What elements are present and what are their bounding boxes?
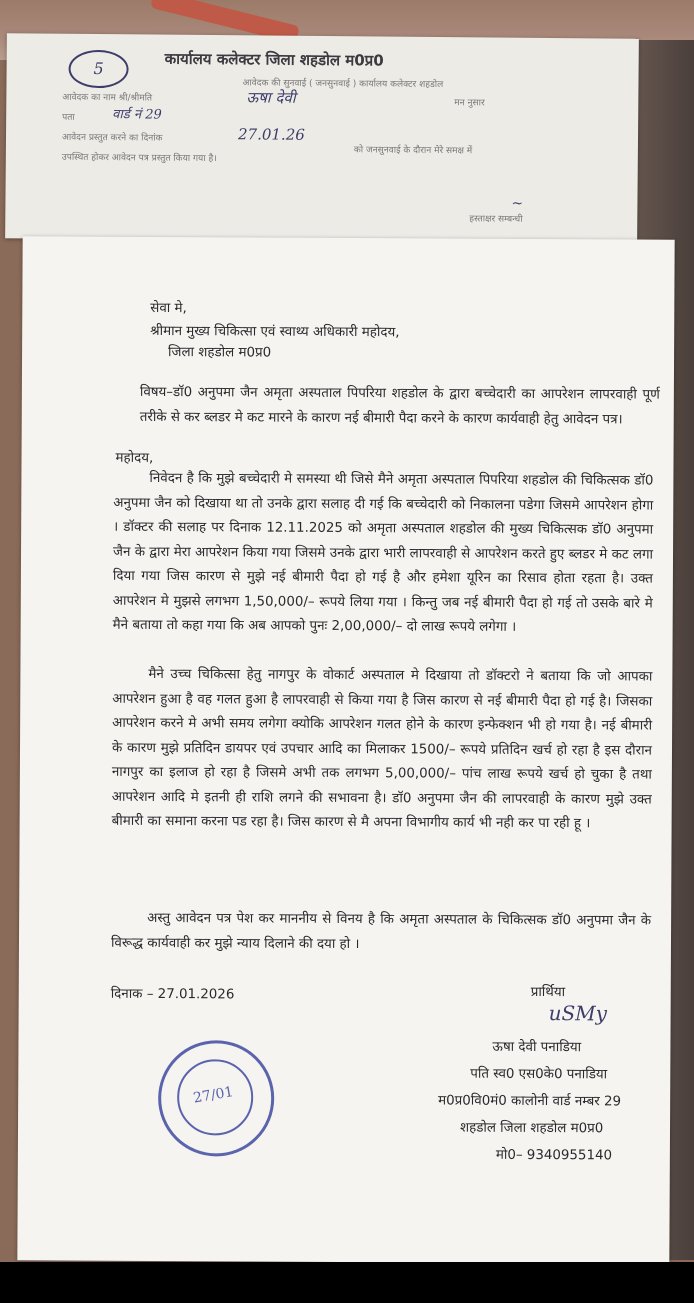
bottom-bar: [0, 1262, 694, 1303]
applicant-signature: uSMy: [548, 1001, 608, 1026]
to-line-3: जिला शहडोल म0प्र0: [168, 345, 272, 361]
stamp-date: 27/01: [192, 1084, 235, 1107]
applicant-name: ऊषा देवी: [246, 88, 296, 107]
applicant-label: आवेदक का नाम श्री/श्रीमति: [62, 92, 153, 104]
to-line-1: सेवा मे,: [150, 300, 187, 317]
sender-name: ऊषा देवी पनाडिया: [492, 1039, 582, 1056]
sender-husband: पति स्व0 एस0के0 पनाडिया: [470, 1066, 608, 1083]
hearing-label: आवेदक की सुनवाई ( जनसुनवाई ) कार्यालय कलेक्टर शहडोल: [242, 78, 444, 91]
date-line: दिनाक – 27.01.2026: [110, 986, 235, 1003]
present-line: उपस्थित होकर आवेदन पत्र प्रस्तुत किया गया है।: [61, 152, 217, 165]
sender-address-1: म0प्र0वि0मं0 कालोनी वार्ड नम्बर 29: [438, 1093, 622, 1110]
salutation: महोदय,: [115, 450, 154, 466]
date-label: आवेदन प्रस्तुत करने का दिनांक: [61, 132, 163, 144]
address-label: पता: [62, 112, 75, 123]
paragraph-3: अस्तु आवेदन पत्र पेश कर माननीय से विनय है कि अमृता अस्पताल के चिकित्सक डॉ0 अनुपमा जैन के विरूद्ध कार्यवाही कर मुझे न्याय दिलाने की दया हो ।: [110, 910, 652, 952]
paragraph-1: निवेदन है कि मुझे बच्चेदारी मे समस्या थी जिसे मैने अमृता अस्पताल पिपरिया शहडोल की चिकित्सक डॉ0 अनुपमा जैन को दिखाया था तो उनके द्वारा सलाह दी गई कि बच्चेदारी को निकालना पडेगा जिसमे आपरेशन होगा । डॉक्टर की सलाह पर दिनाक 12.11.2025 को अमृता अस्पताल शहडोल की मुख्य चिकित्सक डॉ0 अनुपमा जैन के द्वारा मेरा आपरेशन किया गया जिसमे उनके द्वारा भारी लापरवाही से आपरेशन करते हुए ब्लडर मे कट लगा दिया गया जिस कारण से मुझे नई बीमारी पैदा हो गई है और हमेशा यूरिन का रिसाव होता रहता है। उक्त आपरेशन मे मुझसे लगभग 1,50,000/– रूपये लिया गया । किन्तु जब नई बीमारी पैदा हो गई तो उसके बारे मे मैने बताया तो कहा गया कि अब आपको पुनः 2,00,000/– दो लाख रूपये लगेगा ।: [112, 470, 654, 635]
sender-mobile: मो0– 9340955140: [495, 1147, 613, 1164]
sender-address-2: शहडोल जिला शहडोल म0प्र0: [459, 1120, 604, 1137]
subject: विषय–डॉ0 अनुपमा जैन अमृता अस्पताल पिपरिया शहडोल के द्वारा बच्चेदारी का आपरेशन लापरवाही पूर्ण तरीके से कर ब्लडर मे कट मारने के कारण नई बीमारी पैदा करने के कारण कार्यवाही हेतु आवेदन पत्र।: [139, 384, 660, 427]
sign-label: हस्ताक्षर सम्बन्धी: [469, 214, 523, 225]
application-letter: [17, 236, 674, 1263]
receipt-slip: [5, 33, 639, 244]
prarthi-label: प्रार्थिया: [530, 984, 566, 1001]
address-value: वार्ड नं 29: [112, 107, 162, 123]
mobile-label: मन नुसार: [454, 98, 485, 109]
office-title: कार्यालय कलेक्टर जिला शहडोल म0प्र0: [164, 49, 384, 70]
date-value: 27.01.26: [237, 125, 305, 144]
receipt-signature: ~: [511, 195, 524, 212]
to-line-2: श्रीमान मुख्य चिकित्सा एवं स्वाथ्य अधिकारी महोदय,: [150, 323, 400, 341]
line-tail: को जनसुनवाई के दौरान मेरे समक्ष में: [353, 145, 473, 157]
paragraph-2: मैने उच्च चिकित्सा हेतु नागपुर के वोकार्ट अस्पताल मे दिखाया तो डॉक्टरो ने बताया कि जो आपका आपरेशन हुआ है वह गलत हुआ है लापरवाही से किया गया है जिस कारण से नई बीमारी पैदा हो गई है। जिसका आपरेशन करने मे अभी समय लगेगा क्योकि आपरेशन गलत होने के कारण इन्फेक्शन भी हो गया है। नई बीमारी के कारण मुझे प्रतिदिन डायपर एवं उपचार आदि का मिलाकर 1500/– रूपये प्रतिदिन खर्च हो रहा है इस दौरान नागपुर का इलाज हो रहा है जिसमे अभी तक लगभग 5,00,000/– पांच लाख रूपये खर्च हो चुका है तथा आपरेशन आदि मे इतनी ही राशि लगने की सभावना है। डॉ0 अनुपमा जैन की लापरवाही के कारण मुझे उक्त बीमारी का समाना करना पड रहा है। जिस कारण से मै अपना विभागीय कार्य भी नही कर पा रही हू ।: [111, 666, 653, 832]
office-stamp: [158, 1040, 275, 1157]
receipt-number: 5: [68, 50, 128, 89]
